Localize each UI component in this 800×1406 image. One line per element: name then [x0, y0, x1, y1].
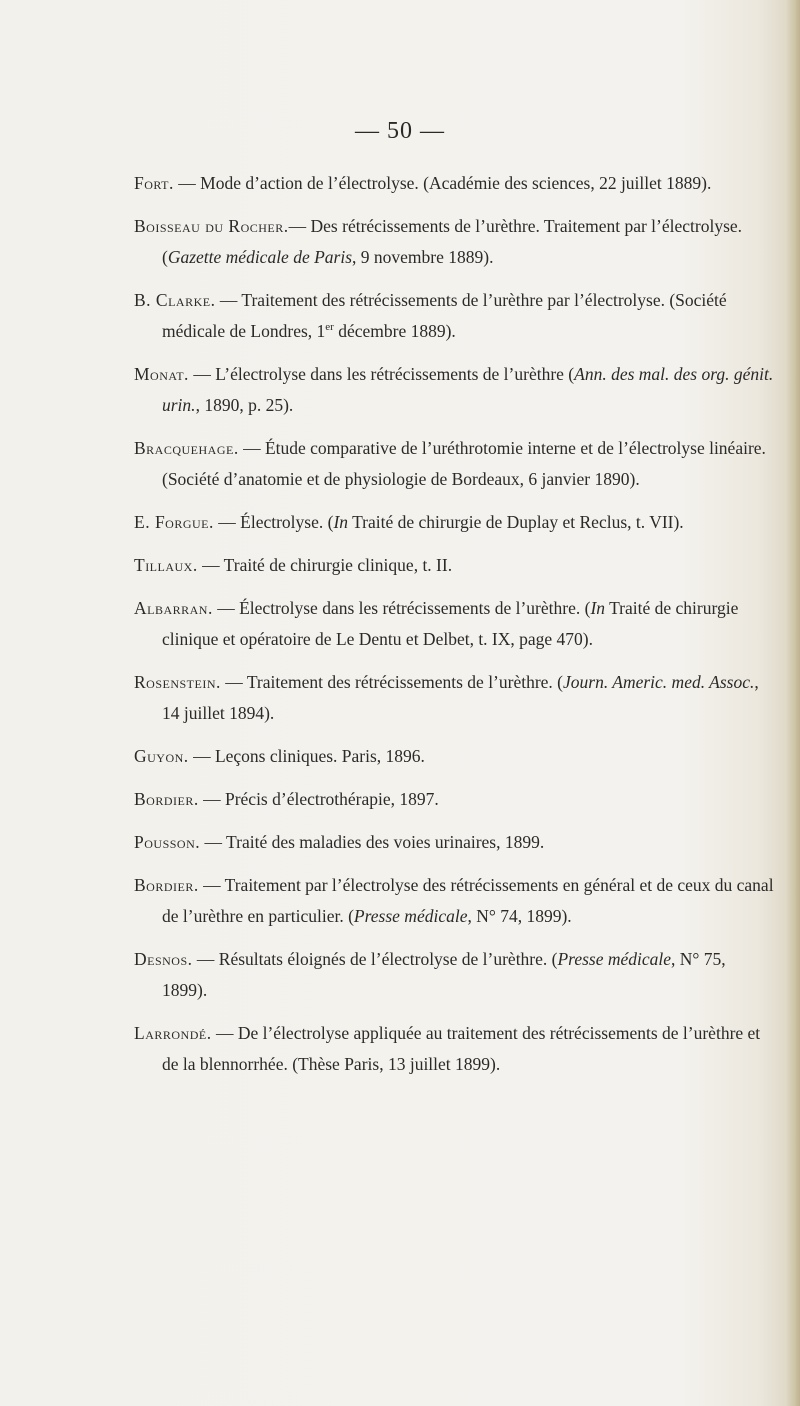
entry-text: Traité de chirurgie clinique et opératoire de Le Dentu et Delbet, t. IX, page 470).	[162, 598, 739, 649]
entry-text: — De l’électrolyse appliquée au traitement des rétrécissements de l’urèthre et de la blennorrhée. (Thèse Paris, 13 juillet 1899).	[162, 1023, 761, 1074]
bibliography-entry	[134, 433, 774, 495]
entry-journal: Gazette médicale de Paris	[167, 247, 353, 267]
bibliography-entry	[134, 784, 774, 815]
bibliography-entry	[134, 211, 774, 273]
entry-author: Bordier.	[134, 789, 199, 809]
bibliography-entry	[134, 1018, 774, 1080]
entry-text: , N° 74, 1899).	[467, 906, 572, 926]
entry-author: Rosenstein.	[134, 672, 221, 692]
entry-journal: Presse médicale	[557, 949, 672, 969]
entry-text: — Traité de chirurgie clinique, t. II.	[197, 555, 453, 575]
entry-text: décembre 1889).	[333, 321, 456, 341]
entry-text: — Mode d’action de l’électrolyse. (Académie des sciences, 22 juillet 1889).	[173, 173, 712, 193]
bibliography-entry	[134, 359, 774, 421]
page-number: — 50 —	[355, 118, 445, 144]
entry-author: Desnos.	[134, 949, 193, 969]
entry-text: — Étude comparative de l’uréthrotomie interne et de l’électrolyse linéaire. (Société d’anatomie et de physiologie de Bordeaux, 6 janvier 1890).	[162, 438, 766, 489]
entry-text: , N° 75, 1899).	[162, 949, 726, 1000]
entry-text: — L’électrolyse dans les rétrécissements de l’urèthre (	[188, 364, 575, 384]
entry-text: , 14 juillet 1894).	[162, 672, 759, 723]
entry-journal: Journ. Americ. med. Assoc.	[563, 672, 755, 692]
entry-author: E. Forgue.	[134, 512, 214, 532]
entry-text: — Traitement par l’électrolyse des rétrécissements en général et de ceux du canal de l’urèthre en particulier. (	[162, 875, 774, 926]
entry-text: — Résultats éloignés de l’électrolyse de l’urèthre. (	[192, 949, 558, 969]
entry-text: — Traité des maladies des voies urinaires, 1899.	[200, 832, 545, 852]
bibliography-entry	[134, 944, 774, 1006]
entry-text: — Traitement des rétrécissements de l’urèthre. (	[220, 672, 564, 692]
bibliography-entry	[134, 667, 774, 729]
entry-text: Traité de chirurgie de Duplay et Reclus, t. VII).	[348, 512, 684, 532]
bibliography-entry	[134, 507, 774, 538]
entry-journal: In	[590, 598, 606, 618]
entry-text: — Précis d’électrothérapie, 1897.	[198, 789, 439, 809]
entry-author: Bracquehage.	[134, 438, 239, 458]
entry-superscript: er	[325, 321, 334, 334]
entry-text: — Des rétrécissements de l’urèthre. Traitement par l’électrolyse. (	[162, 216, 743, 267]
bibliography-entry	[134, 827, 774, 858]
entry-text: , 1890, p. 25).	[195, 395, 294, 415]
entry-journal: Ann. des mal. des org. génit. urin.	[162, 364, 774, 415]
bibliography-entry	[134, 593, 774, 655]
entry-author: Guyon.	[134, 746, 189, 766]
entry-author: Pousson.	[134, 832, 201, 852]
entry-author: B. Clarke.	[134, 290, 216, 310]
entry-author: Tillaux.	[134, 555, 198, 575]
bibliography-entry	[134, 870, 774, 932]
page-edge-shadow	[786, 0, 800, 1406]
entry-journal: Presse médicale	[353, 906, 468, 926]
entry-author: Boisseau du Rocher.	[134, 216, 289, 236]
entry-author: Albarran.	[134, 598, 213, 618]
bibliography-entry	[134, 741, 774, 772]
bibliography-entry	[134, 285, 774, 347]
entry-journal: In	[333, 512, 349, 532]
entry-author: Larrondé.	[134, 1023, 212, 1043]
entry-author: Bordier.	[134, 875, 199, 895]
bibliography-entry	[134, 168, 774, 199]
bibliography-list	[134, 168, 774, 1092]
entry-text: — Traitement des rétrécissements de l’urèthre par l’électrolyse. (Société médicale de Londres, 1	[162, 290, 727, 341]
entry-author: Fort.	[134, 173, 174, 193]
entry-text: — Électrolyse. (	[213, 512, 334, 532]
entry-text: — Électrolyse dans les rétrécissements de l’urèthre. (	[212, 598, 591, 618]
bibliography-entry	[134, 550, 774, 581]
entry-text: — Leçons cliniques. Paris, 1896.	[188, 746, 425, 766]
entry-author: Monat.	[134, 364, 189, 384]
entry-text: , 9 novembre 1889).	[352, 247, 494, 267]
